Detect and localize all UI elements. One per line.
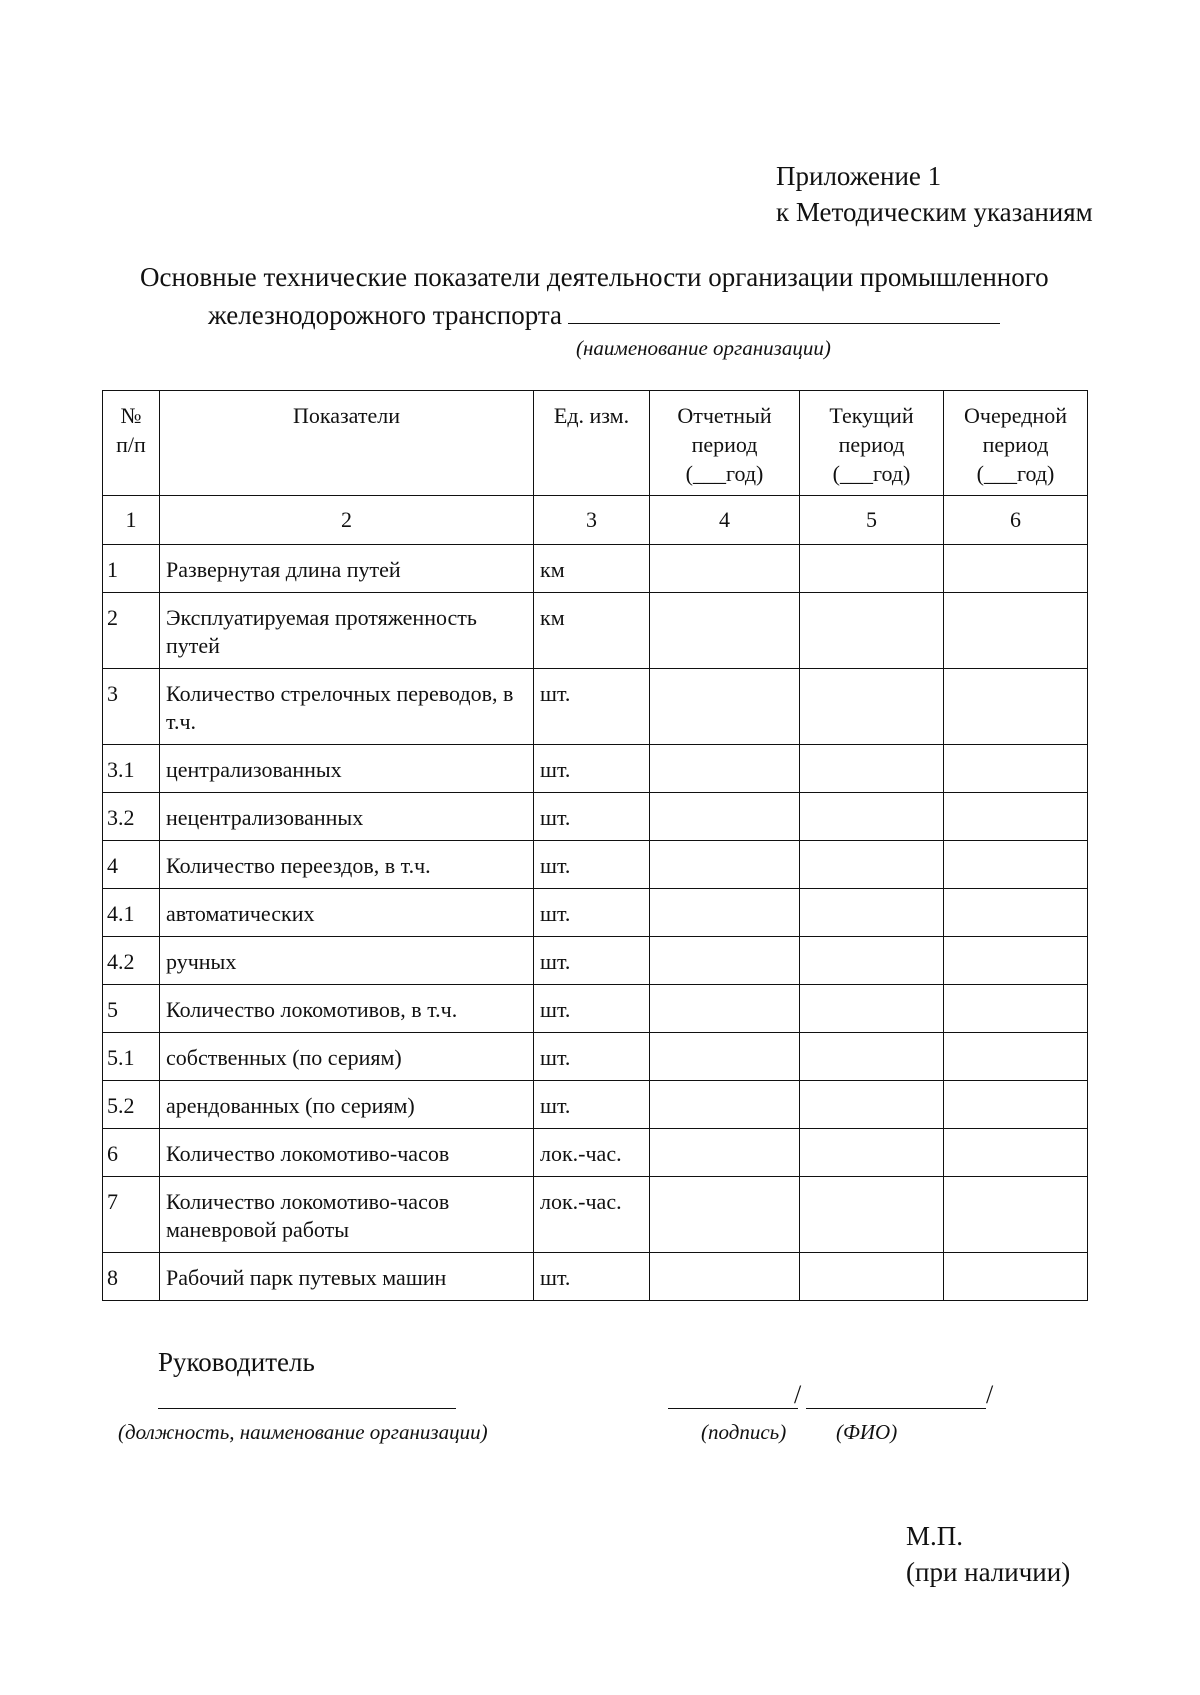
row-next-value[interactable] bbox=[944, 745, 1088, 793]
row-unit: км bbox=[534, 593, 650, 669]
row-indicator: автоматических bbox=[160, 889, 534, 937]
row-current-value[interactable] bbox=[800, 545, 944, 593]
row-indicator: Количество переездов, в т.ч. bbox=[160, 841, 534, 889]
table-row bbox=[103, 889, 1088, 937]
header-next-period: Очередной период (___год) bbox=[944, 391, 1088, 496]
column-number: 2 bbox=[160, 496, 534, 545]
row-next-value[interactable] bbox=[944, 1253, 1088, 1301]
row-next-value[interactable] bbox=[944, 1033, 1088, 1081]
position-line[interactable] bbox=[158, 1408, 456, 1409]
table-row bbox=[103, 1177, 1088, 1253]
row-current-value[interactable] bbox=[800, 1081, 944, 1129]
row-indicator: Рабочий парк путевых машин bbox=[160, 1253, 534, 1301]
appendix-line-1: Приложение 1 bbox=[776, 161, 942, 191]
row-indicator: нецентрализованных bbox=[160, 793, 534, 841]
row-current-value[interactable] bbox=[800, 793, 944, 841]
row-reporting-value[interactable] bbox=[650, 1177, 800, 1253]
row-indicator: арендованных (по сериям) bbox=[160, 1081, 534, 1129]
row-current-value[interactable] bbox=[800, 1033, 944, 1081]
header-indicator: Показатели bbox=[160, 391, 534, 496]
row-unit: шт. bbox=[534, 669, 650, 745]
row-next-value[interactable] bbox=[944, 669, 1088, 745]
signature-slash-1: / bbox=[794, 1380, 802, 1409]
row-next-value[interactable] bbox=[944, 545, 1088, 593]
name-caption: (ФИО) bbox=[836, 1420, 898, 1444]
signature-line[interactable] bbox=[668, 1408, 798, 1409]
row-unit: шт. bbox=[534, 985, 650, 1033]
row-indicator: собственных (по сериям) bbox=[160, 1033, 534, 1081]
appendix-reference bbox=[776, 158, 1093, 230]
row-unit: шт. bbox=[534, 1081, 650, 1129]
table-row bbox=[103, 1033, 1088, 1081]
row-number: 8 bbox=[103, 1253, 160, 1301]
row-number: 3.1 bbox=[103, 745, 160, 793]
column-number: 1 bbox=[103, 496, 160, 545]
row-next-value[interactable] bbox=[944, 793, 1088, 841]
table-row bbox=[103, 1081, 1088, 1129]
row-current-value[interactable] bbox=[800, 1129, 944, 1177]
header-reporting-period: Отчетный период (___год) bbox=[650, 391, 800, 496]
row-current-value[interactable] bbox=[800, 889, 944, 937]
row-number: 1 bbox=[103, 545, 160, 593]
table-row bbox=[103, 793, 1088, 841]
row-reporting-value[interactable] bbox=[650, 593, 800, 669]
table-header-row bbox=[103, 391, 1088, 496]
row-number: 5.2 bbox=[103, 1081, 160, 1129]
table-row bbox=[103, 669, 1088, 745]
row-number: 5.1 bbox=[103, 1033, 160, 1081]
row-unit: шт. bbox=[534, 1253, 650, 1301]
header-num: № п/п bbox=[103, 391, 160, 496]
row-reporting-value[interactable] bbox=[650, 937, 800, 985]
row-next-value[interactable] bbox=[944, 1129, 1088, 1177]
row-next-value[interactable] bbox=[944, 841, 1088, 889]
row-number: 7 bbox=[103, 1177, 160, 1253]
stamp-place bbox=[906, 1518, 1070, 1590]
row-current-value[interactable] bbox=[800, 1253, 944, 1301]
table-row bbox=[103, 745, 1088, 793]
table-row bbox=[103, 985, 1088, 1033]
table-row bbox=[103, 841, 1088, 889]
appendix-line-2: к Методическим указаниям bbox=[776, 197, 1093, 227]
stamp-line-1: М.П. bbox=[906, 1521, 964, 1551]
row-number: 3.2 bbox=[103, 793, 160, 841]
row-current-value[interactable] bbox=[800, 593, 944, 669]
row-next-value[interactable] bbox=[944, 889, 1088, 937]
row-number: 4 bbox=[103, 841, 160, 889]
row-indicator: Эксплуатируемая протяженность путей bbox=[160, 593, 534, 669]
stamp-line-2: (при наличии) bbox=[906, 1557, 1071, 1587]
table-row bbox=[103, 593, 1088, 669]
row-current-value[interactable] bbox=[800, 937, 944, 985]
position-caption: (должность, наименование организации) bbox=[118, 1420, 488, 1444]
row-next-value[interactable] bbox=[944, 593, 1088, 669]
row-unit: шт. bbox=[534, 793, 650, 841]
table-row bbox=[103, 545, 1088, 593]
row-indicator: Развернутая длина путей bbox=[160, 545, 534, 593]
table-row bbox=[103, 1253, 1088, 1301]
head-label: Руководитель bbox=[158, 1347, 315, 1377]
row-unit: лок.-час. bbox=[534, 1129, 650, 1177]
row-number: 6 bbox=[103, 1129, 160, 1177]
header-current-period: Текущий период (___год) bbox=[800, 391, 944, 496]
row-reporting-value[interactable] bbox=[650, 545, 800, 593]
row-current-value[interactable] bbox=[800, 669, 944, 745]
row-unit: шт. bbox=[534, 841, 650, 889]
row-reporting-value[interactable] bbox=[650, 841, 800, 889]
column-number-row bbox=[103, 496, 1088, 545]
row-reporting-value[interactable] bbox=[650, 793, 800, 841]
row-reporting-value[interactable] bbox=[650, 1129, 800, 1177]
organization-caption: (наименование организации) bbox=[576, 336, 831, 360]
signature-caption: (подпись) bbox=[701, 1420, 787, 1444]
table-row bbox=[103, 1129, 1088, 1177]
row-number: 2 bbox=[103, 593, 160, 669]
row-current-value[interactable] bbox=[800, 1177, 944, 1253]
title-line-1: Основные технические показатели деятельности организации промышленного bbox=[140, 262, 1049, 292]
row-number: 3 bbox=[103, 669, 160, 745]
column-number: 6 bbox=[944, 496, 1088, 545]
row-next-value[interactable] bbox=[944, 1177, 1088, 1253]
row-unit: шт. bbox=[534, 889, 650, 937]
row-reporting-value[interactable] bbox=[650, 745, 800, 793]
row-indicator: Количество локомотиво-часов маневровой работы bbox=[160, 1177, 534, 1253]
row-reporting-value[interactable] bbox=[650, 889, 800, 937]
row-next-value[interactable] bbox=[944, 937, 1088, 985]
row-next-value[interactable] bbox=[944, 985, 1088, 1033]
row-reporting-value[interactable] bbox=[650, 985, 800, 1033]
row-indicator: Количество локомотиво-часов bbox=[160, 1129, 534, 1177]
row-unit: лок.-час. bbox=[534, 1177, 650, 1253]
row-current-value[interactable] bbox=[800, 745, 944, 793]
row-reporting-value[interactable] bbox=[650, 1081, 800, 1129]
row-unit: км bbox=[534, 545, 650, 593]
table-row bbox=[103, 937, 1088, 985]
row-unit: шт. bbox=[534, 1033, 650, 1081]
row-indicator: Количество локомотивов, в т.ч. bbox=[160, 985, 534, 1033]
row-current-value[interactable] bbox=[800, 985, 944, 1033]
row-unit: шт. bbox=[534, 937, 650, 985]
header-unit: Ед. изм. bbox=[534, 391, 650, 496]
signature-slash-2: / bbox=[986, 1380, 994, 1409]
name-line[interactable] bbox=[806, 1408, 986, 1409]
column-number: 4 bbox=[650, 496, 800, 545]
row-number: 4.2 bbox=[103, 937, 160, 985]
row-current-value[interactable] bbox=[800, 841, 944, 889]
row-indicator: ручных bbox=[160, 937, 534, 985]
row-reporting-value[interactable] bbox=[650, 669, 800, 745]
title-line-2-text: железнодорожного транспорта bbox=[208, 300, 562, 330]
row-unit: шт. bbox=[534, 745, 650, 793]
title-line-2 bbox=[208, 296, 1000, 334]
column-number: 3 bbox=[534, 496, 650, 545]
row-indicator: Количество стрелочных переводов, в т.ч. bbox=[160, 669, 534, 745]
row-indicator: централизованных bbox=[160, 745, 534, 793]
indicators-table bbox=[102, 390, 1088, 1301]
organization-name-blank[interactable] bbox=[568, 297, 1000, 324]
row-next-value[interactable] bbox=[944, 1081, 1088, 1129]
row-reporting-value[interactable] bbox=[650, 1253, 800, 1301]
row-number: 5 bbox=[103, 985, 160, 1033]
column-number: 5 bbox=[800, 496, 944, 545]
row-number: 4.1 bbox=[103, 889, 160, 937]
row-reporting-value[interactable] bbox=[650, 1033, 800, 1081]
